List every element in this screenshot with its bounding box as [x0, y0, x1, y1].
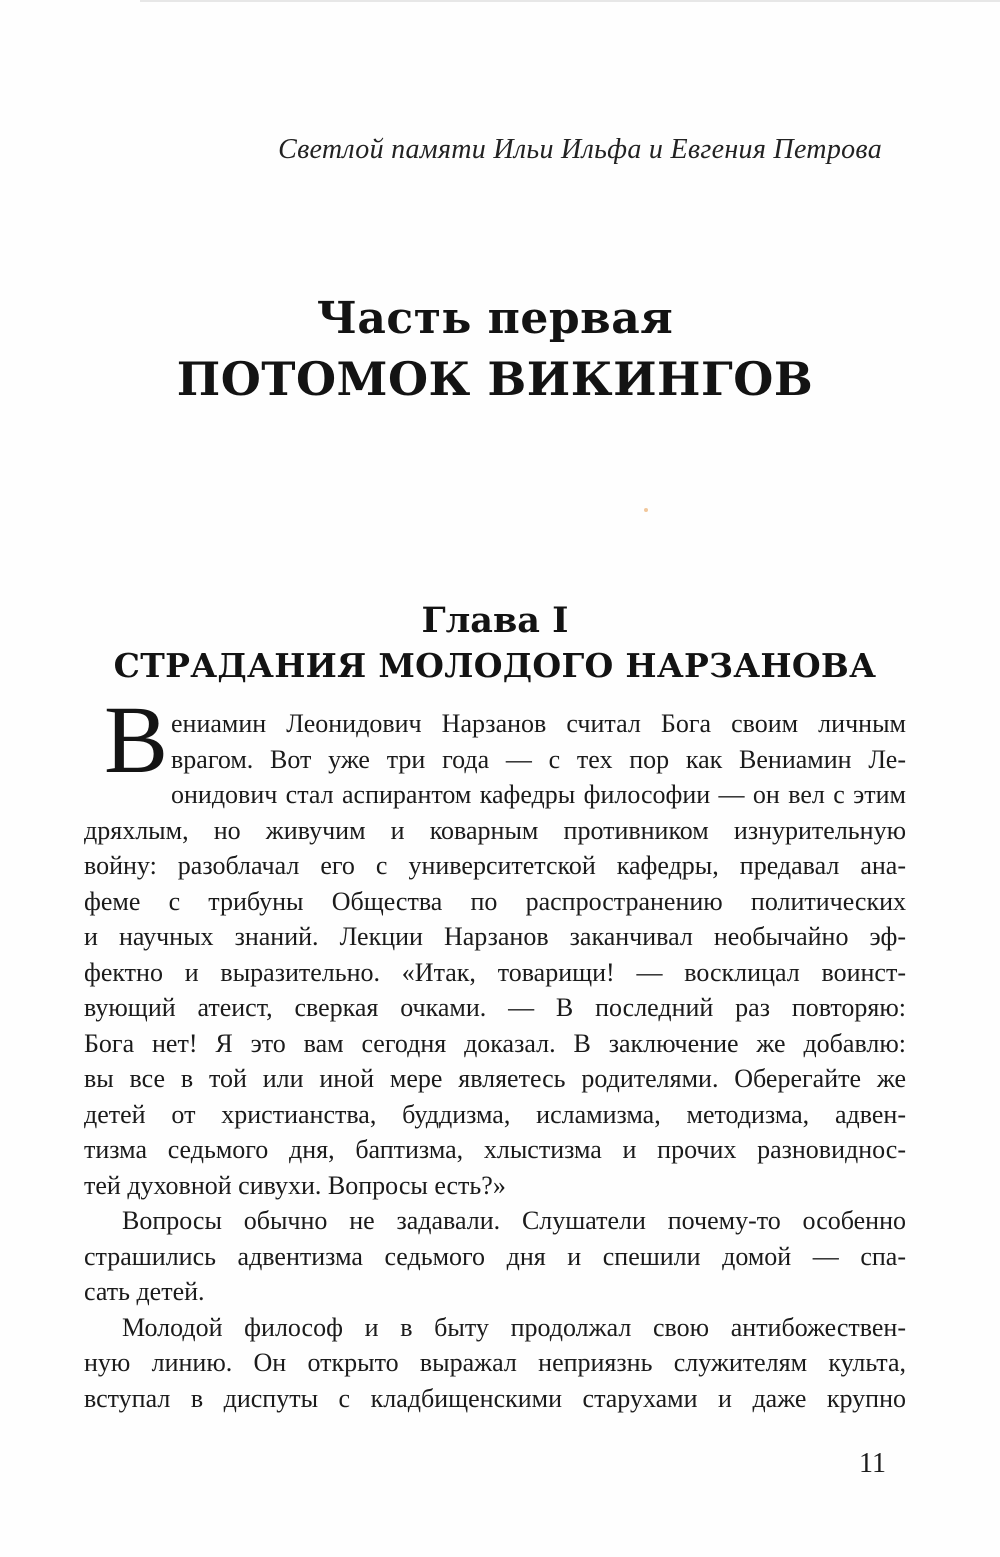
text-line: вующий атеист, сверкая очками. — В последний раз повторяю: [84, 993, 906, 1022]
text-line: войну: разоблачал его с университетской кафедры, предавал ана- [84, 851, 906, 880]
part-label: Часть первая [316, 293, 674, 344]
text-line: онидович стал аспирантом кафедры философии — он вел с этим [171, 780, 906, 809]
part-heading [84, 290, 906, 410]
text-line: дряхлым, но живучим и коварным противником изнурительную [84, 815, 906, 845]
text-line: ную линию. Он открыто выражал неприязнь служителям культа, [84, 1348, 906, 1377]
dedication: Светлой памяти Ильи Ильфа и Евгения Петрова [278, 134, 882, 165]
text-line: Вопросы обычно не задавали. Слушатели почему-то особенно [122, 1206, 906, 1235]
chapter-title: СТРАДАНИЯ МОЛОДОГО НАРЗАНОВА [113, 646, 877, 685]
scan-artifact-dot [644, 508, 648, 512]
text-line: врагом. Вот уже три года — с тех пор как Вениамин Ле- [171, 744, 906, 774]
chapter-heading [84, 598, 906, 688]
paragraph [84, 686, 906, 1203]
text-line: ениамин Леонидович Нарзанов считал Бога своим личным [171, 709, 906, 738]
paragraph [84, 1203, 906, 1310]
text-line: страшились адвентизма седьмого дня и спешили домой — спа- [84, 1241, 906, 1271]
body-text [84, 686, 906, 1416]
part-title: ПОТОМОК ВИКИНГОВ [176, 352, 814, 406]
text-line: детей от христианства, буддизма, исламизма, методизма, адвен- [84, 1099, 906, 1129]
text-line: феме с трибуны Общества по распространению политических [84, 886, 906, 916]
text-line: вы все в той или иной мере являетесь родителями. Оберегайте же [84, 1064, 906, 1093]
paragraph [84, 1310, 906, 1417]
text-line: фектно и выразительно. «Итак, товарищи! — восклицал воинст- [84, 957, 906, 987]
chapter-label: Глава I [421, 600, 569, 641]
text-line: вступал в диспуты с кладбищенскими старухами и даже крупно [84, 1383, 906, 1413]
drop-cap: В [104, 686, 169, 793]
page-number: 11 [859, 1448, 886, 1479]
text-line: Молодой философ и в быту продолжал свою антибожествен- [122, 1312, 906, 1342]
text-line: тизма седьмого дня, баптизма, хлыстизма и прочих разновиднос- [84, 1135, 906, 1164]
text-line: Бога нет! Я это вам сегодня доказал. В заключение же добавлю: [84, 1028, 906, 1058]
scan-edge-line [140, 0, 1000, 2]
text-line: сать детей. [84, 1277, 205, 1306]
text-line: тей духовной сивухи. Вопросы есть?» [84, 1170, 506, 1200]
text-line: и научных знаний. Лекции Нарзанов заканчивал необычайно эф- [84, 922, 906, 951]
